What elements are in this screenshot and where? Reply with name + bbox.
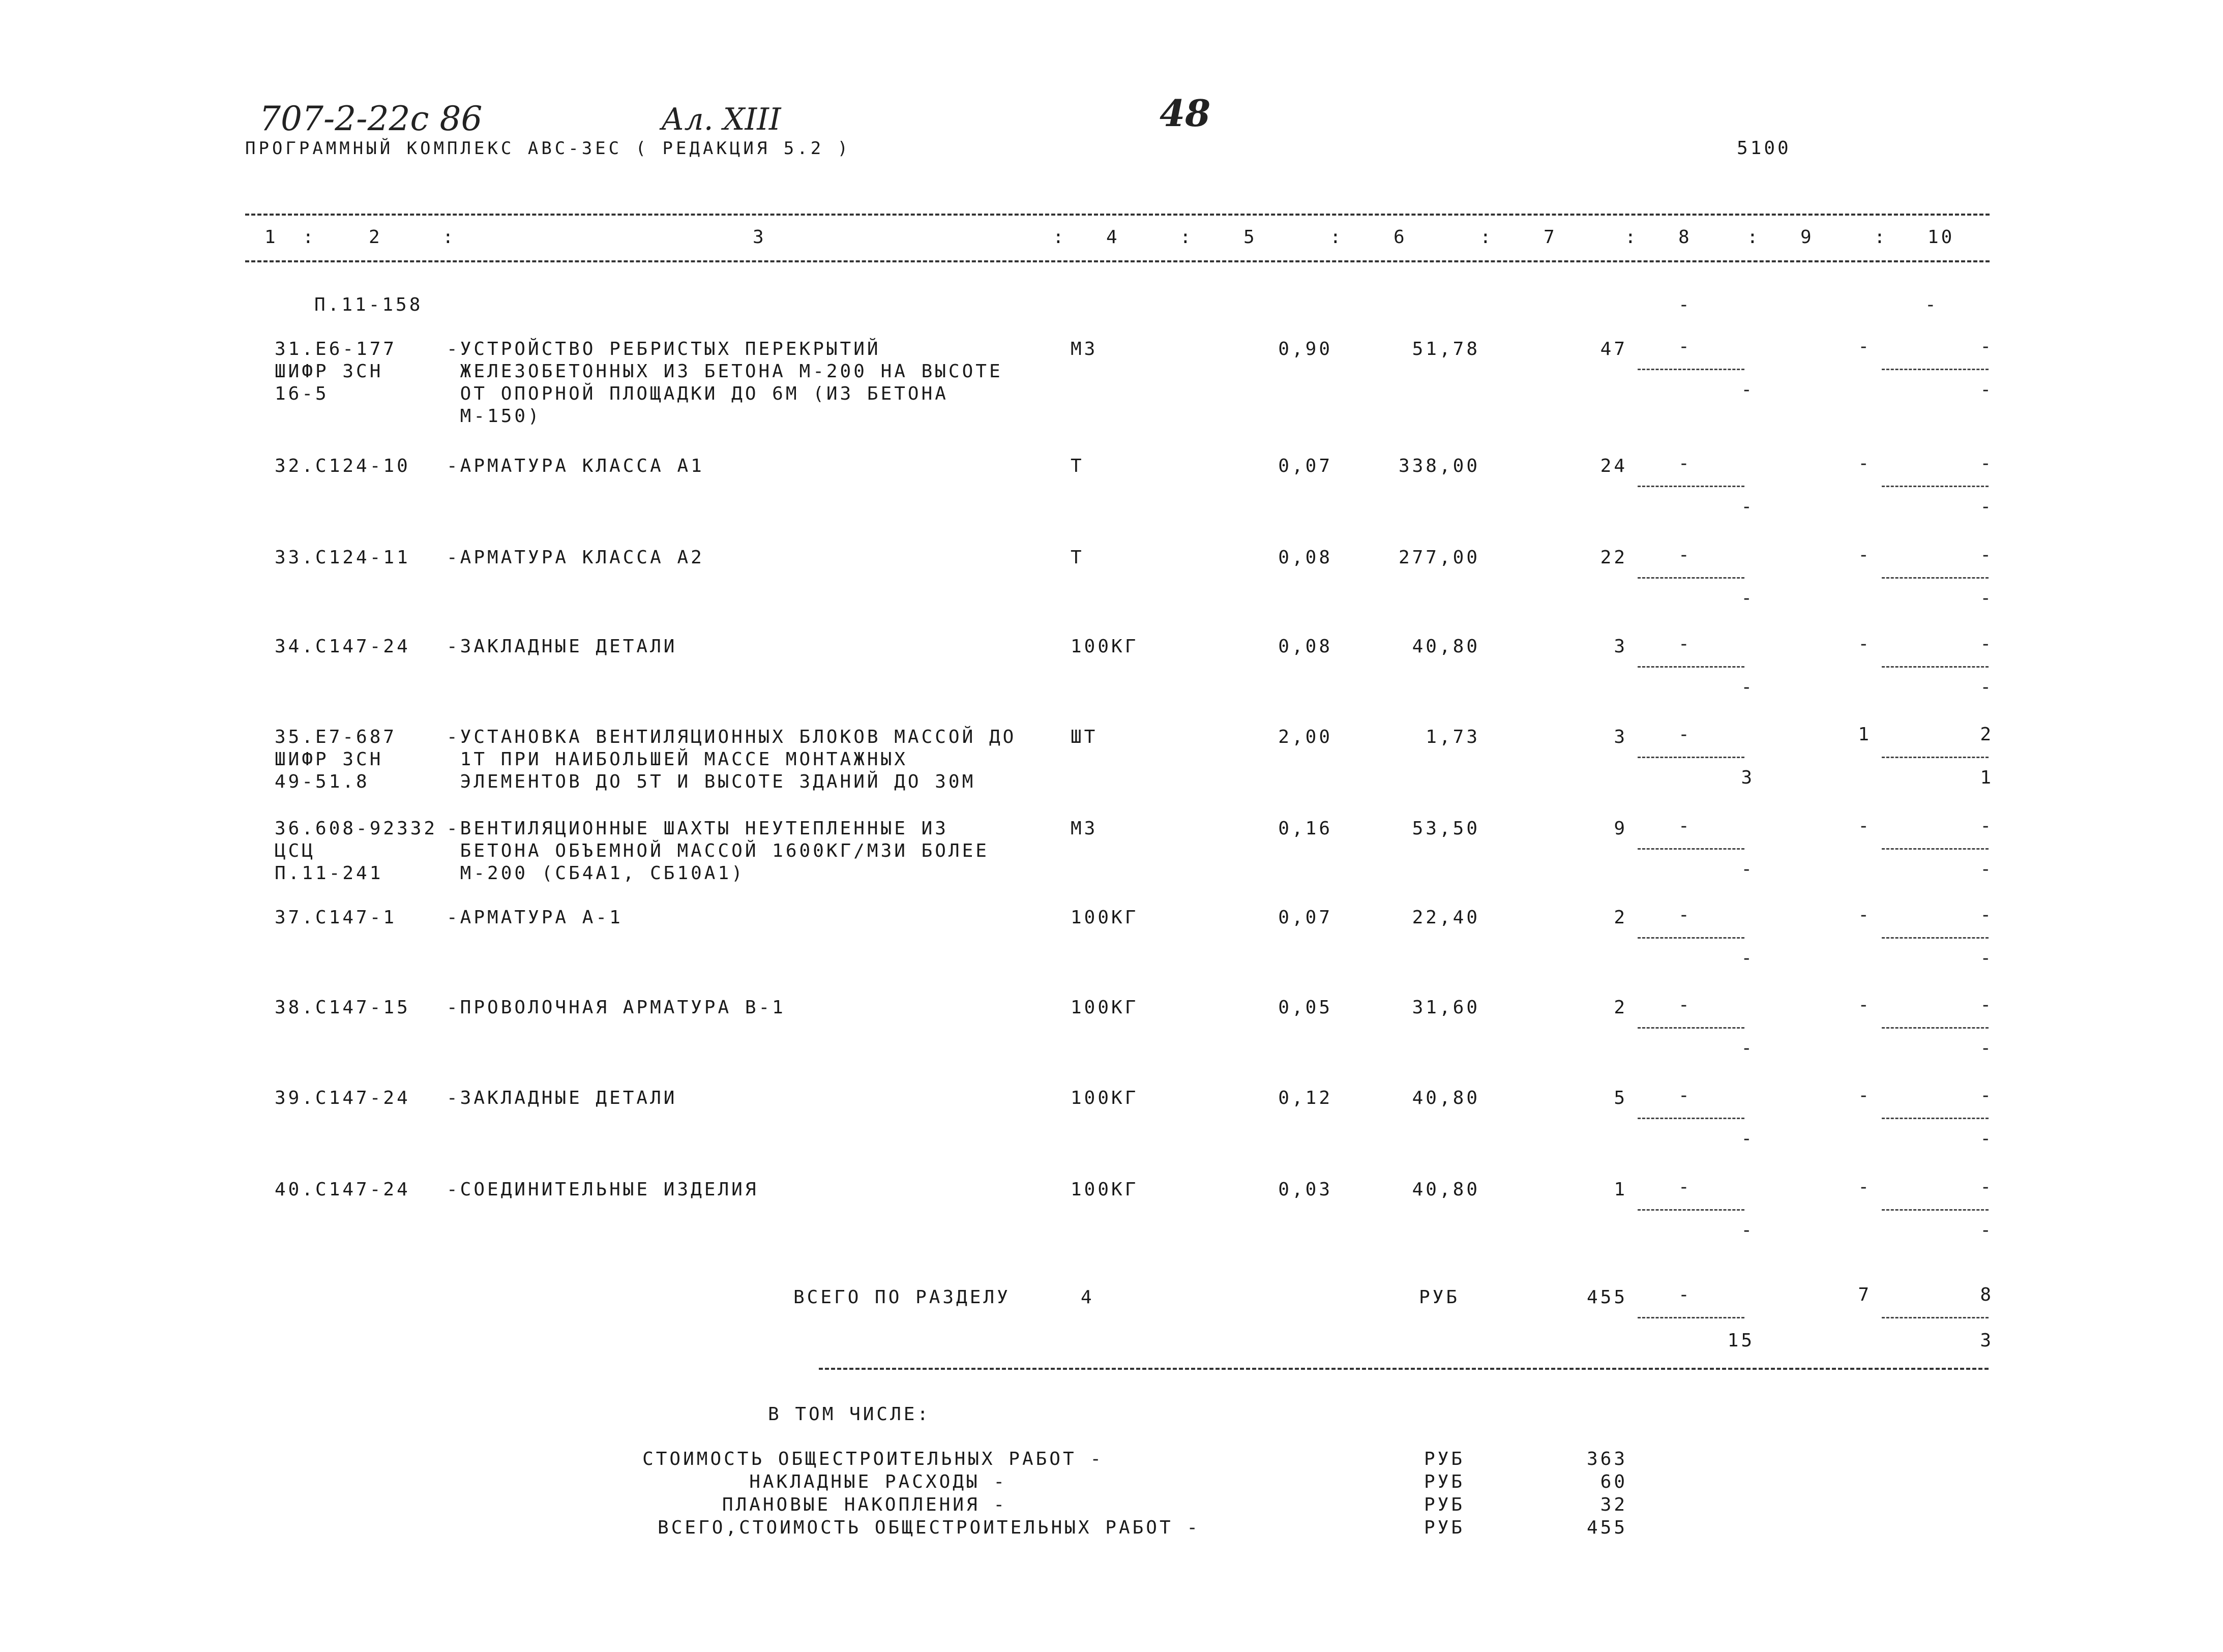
col-2: 2 bbox=[369, 227, 382, 248]
including-unit: РУБ bbox=[1424, 1449, 1465, 1469]
row-unit: Т bbox=[1071, 456, 1084, 476]
section-total-rule bbox=[819, 1368, 1989, 1370]
row-total: 24 bbox=[1600, 456, 1627, 476]
row-col8-top: - bbox=[1678, 1085, 1692, 1106]
row-col8-bottom: - bbox=[1741, 588, 1755, 609]
pre-row-col8: - bbox=[1678, 294, 1692, 315]
row-col8-bottom: 3 bbox=[1741, 767, 1755, 788]
col-sep: : bbox=[1747, 227, 1761, 248]
row-description: -УСТРОЙСТВО РЕБРИСТЫХ ПЕРЕКРЫТИЙ ЖЕЛЕЗОБЕТОННЫХ ИЗ БЕТОНА М-200 НА ВЫСОТЕ ОТ ОПОРНОЙ ПЛОЩАДКИ ДО 6М (ИЗ БЕТОНА М-150) bbox=[447, 339, 1003, 427]
row-description: -ЗАКЛАДНЫЕ ДЕТАЛИ bbox=[447, 1088, 677, 1108]
row-quantity: 0,12 bbox=[1278, 1088, 1332, 1108]
row-unit-price: 338,00 bbox=[1398, 456, 1480, 476]
row-col8-bottom: - bbox=[1741, 948, 1755, 969]
row-unit-price: 40,80 bbox=[1412, 1179, 1480, 1200]
row-description: -АРМАТУРА КЛАССА А1 bbox=[447, 456, 704, 476]
row-quantity: 0,03 bbox=[1278, 1179, 1332, 1200]
row-col9: - bbox=[1858, 634, 1872, 654]
row-unit-price: 31,60 bbox=[1412, 997, 1480, 1018]
section-total-col10-top: 8 bbox=[1980, 1284, 1994, 1305]
row-total: 22 bbox=[1600, 547, 1627, 568]
row-unit: М3 bbox=[1071, 818, 1098, 839]
row-col10-top: - bbox=[1980, 816, 1994, 836]
row-col9: - bbox=[1858, 1177, 1872, 1197]
row-description: -СОЕДИНИТЕЛЬНЫЕ ИЗДЕЛИЯ bbox=[447, 1179, 759, 1200]
section-total-unit: РУБ bbox=[1419, 1287, 1460, 1308]
row-total: 2 bbox=[1614, 907, 1627, 928]
row-col8-bottom: - bbox=[1741, 379, 1755, 400]
row-col10-top: - bbox=[1980, 336, 1994, 357]
section-total-col8-top: - bbox=[1678, 1284, 1692, 1305]
row-description: -УСТАНОВКА ВЕНТИЛЯЦИОННЫХ БЛОКОВ МАССОЙ ДО 1Т ПРИ НАИБОЛЬШЕЙ МАССЕ МОНТАЖНЫХ ЭЛЕМЕНТОВ ДО 5Т И ВЫСОТЕ ЗДАНИЙ ДО 30М bbox=[447, 727, 1017, 792]
row-col8-bottom: - bbox=[1741, 1038, 1755, 1059]
row-col10-bottom: - bbox=[1980, 379, 1994, 400]
col-10: 10 bbox=[1928, 227, 1955, 248]
row-code: 36.608-92332 ЦСЦ П.11-241 bbox=[275, 818, 438, 884]
row-col10-rule bbox=[1882, 1118, 1989, 1119]
section-total-col10-bottom: 3 bbox=[1980, 1330, 1994, 1351]
including-label: ВСЕГО,СТОИМОСТЬ ОБЩЕСТРОИТЕЛЬНЫХ РАБОТ - bbox=[658, 1517, 1200, 1538]
row-total: 3 bbox=[1614, 727, 1627, 747]
row-col10-top: - bbox=[1980, 634, 1994, 654]
section-total-count: 4 bbox=[1081, 1287, 1094, 1308]
row-total: 47 bbox=[1600, 339, 1627, 359]
row-col10-top: - bbox=[1980, 1085, 1994, 1106]
row-col8-rule bbox=[1638, 1209, 1744, 1211]
col-8: 8 bbox=[1678, 227, 1692, 248]
row-col8-top: - bbox=[1678, 336, 1692, 357]
row-quantity: 0,90 bbox=[1278, 339, 1332, 359]
row-description: -АРМАТУРА КЛАССА А2 bbox=[447, 547, 704, 568]
row-code: 32.С124-10 bbox=[275, 456, 410, 476]
col-sep: : bbox=[1480, 227, 1494, 248]
row-col10-bottom: - bbox=[1980, 496, 1994, 517]
row-col10-top: 2 bbox=[1980, 724, 1994, 745]
row-col10-bottom: - bbox=[1980, 859, 1994, 880]
row-col10-rule bbox=[1882, 1027, 1989, 1029]
col-1: 1 bbox=[264, 227, 278, 248]
row-col8-top: - bbox=[1678, 453, 1692, 474]
row-description: -АРМАТУРА А-1 bbox=[447, 907, 623, 928]
program-code: 5100 bbox=[1737, 138, 1791, 159]
col-5: 5 bbox=[1243, 227, 1257, 248]
row-description: -ПРОВОЛОЧНАЯ АРМАТУРА В-1 bbox=[447, 997, 786, 1018]
row-col10-top: - bbox=[1980, 995, 1994, 1015]
row-quantity: 0,16 bbox=[1278, 818, 1332, 839]
col-sep: : bbox=[303, 227, 316, 248]
row-col8-rule bbox=[1638, 369, 1744, 370]
row-unit-price: 1,73 bbox=[1426, 727, 1480, 747]
row-col10-bottom: 1 bbox=[1980, 767, 1994, 788]
row-unit: 100КГ bbox=[1071, 1179, 1139, 1200]
row-col10-bottom: - bbox=[1980, 1128, 1994, 1149]
row-unit: 100КГ bbox=[1071, 636, 1139, 657]
row-col9: - bbox=[1858, 453, 1872, 474]
col-sep: : bbox=[1874, 227, 1888, 248]
including-unit: РУБ bbox=[1424, 1494, 1465, 1515]
section-total-sum: 455 bbox=[1586, 1287, 1627, 1308]
page-number: 48 bbox=[1160, 92, 1211, 135]
col-sep: : bbox=[1053, 227, 1066, 248]
row-code: 34.С147-24 bbox=[275, 636, 410, 657]
row-unit-price: 277,00 bbox=[1398, 547, 1480, 568]
row-col8-rule bbox=[1638, 937, 1744, 939]
row-col9: - bbox=[1858, 1085, 1872, 1106]
header-rule-top bbox=[245, 214, 1990, 216]
row-col10-bottom: - bbox=[1980, 677, 1994, 698]
row-unit-price: 22,40 bbox=[1412, 907, 1480, 928]
row-total: 1 bbox=[1614, 1179, 1627, 1200]
row-col9: - bbox=[1858, 545, 1872, 565]
row-quantity: 0,07 bbox=[1278, 456, 1332, 476]
row-col10-bottom: - bbox=[1980, 1220, 1994, 1241]
col-sep: : bbox=[1330, 227, 1344, 248]
row-total: 2 bbox=[1614, 997, 1627, 1018]
row-description: -ВЕНТИЛЯЦИОННЫЕ ШАХТЫ НЕУТЕПЛЕННЫЕ ИЗ БЕТОНА ОБЪЕМНОЙ МАССОЙ 1600КГ/М3И БОЛЕЕ М-200 (СБ4А1, СБ10А1) bbox=[447, 818, 989, 884]
row-col10-rule bbox=[1882, 1209, 1989, 1211]
row-col8-rule bbox=[1638, 486, 1744, 487]
row-col8-top: - bbox=[1678, 816, 1692, 836]
row-unit: 100КГ bbox=[1071, 997, 1139, 1018]
row-col8-bottom: - bbox=[1741, 677, 1755, 698]
row-code: 35.Е7-687 ШИФР 3СН 49-51.8 bbox=[275, 727, 397, 792]
row-col10-rule bbox=[1882, 369, 1989, 370]
row-col8-rule bbox=[1638, 1118, 1744, 1119]
row-col10-bottom: - bbox=[1980, 588, 1994, 609]
col-sep: : bbox=[1625, 227, 1639, 248]
row-quantity: 0,07 bbox=[1278, 907, 1332, 928]
row-col8-rule bbox=[1638, 666, 1744, 668]
section-total-label: ВСЕГО ПО РАЗДЕЛУ bbox=[793, 1287, 1011, 1308]
section-total-col8-rule bbox=[1638, 1317, 1744, 1318]
row-col10-top: - bbox=[1980, 453, 1994, 474]
row-quantity: 0,08 bbox=[1278, 547, 1332, 568]
row-code: 33.С124-11 bbox=[275, 547, 410, 568]
row-col9: 1 bbox=[1858, 724, 1872, 745]
row-unit-price: 40,80 bbox=[1412, 636, 1480, 657]
including-value: 60 bbox=[1600, 1471, 1627, 1492]
row-unit: 100КГ bbox=[1071, 1088, 1139, 1108]
section-total-col8-bottom: 15 bbox=[1727, 1330, 1755, 1351]
row-col10-top: - bbox=[1980, 905, 1994, 925]
including-value: 32 bbox=[1600, 1494, 1627, 1515]
col-3: 3 bbox=[753, 227, 766, 248]
row-col8-top: - bbox=[1678, 724, 1692, 745]
row-unit: 100КГ bbox=[1071, 907, 1139, 928]
including-label: СТОИМОСТЬ ОБЩЕСТРОИТЕЛЬНЫХ РАБОТ - bbox=[642, 1449, 1104, 1469]
row-col8-top: - bbox=[1678, 634, 1692, 654]
row-col10-top: - bbox=[1980, 545, 1994, 565]
row-unit: ШТ bbox=[1071, 727, 1098, 747]
row-col9: - bbox=[1858, 995, 1872, 1015]
row-code: 37.С147-1 bbox=[275, 907, 397, 928]
row-total: 9 bbox=[1614, 818, 1627, 839]
including-value: 455 bbox=[1586, 1517, 1627, 1538]
row-col8-bottom: - bbox=[1741, 1128, 1755, 1149]
row-unit-price: 40,80 bbox=[1412, 1088, 1480, 1108]
sheet-label: Ал. XIII bbox=[661, 102, 781, 137]
row-unit-price: 51,78 bbox=[1412, 339, 1480, 359]
row-code: 38.С147-15 bbox=[275, 997, 410, 1018]
row-col10-rule bbox=[1882, 937, 1989, 939]
col-sep: : bbox=[1180, 227, 1194, 248]
row-col8-bottom: - bbox=[1741, 496, 1755, 517]
including-unit: РУБ bbox=[1424, 1471, 1465, 1492]
col-4: 4 bbox=[1106, 227, 1120, 248]
including-label: НАКЛАДНЫЕ РАСХОДЫ - bbox=[749, 1471, 1007, 1492]
including-heading: В ТОМ ЧИСЛЕ: bbox=[768, 1404, 931, 1425]
pre-row-ref: П.11-158 bbox=[314, 294, 423, 315]
row-col8-rule bbox=[1638, 848, 1744, 850]
row-code: 39.С147-24 bbox=[275, 1088, 410, 1108]
row-col8-bottom: - bbox=[1741, 1220, 1755, 1241]
row-quantity: 0,08 bbox=[1278, 636, 1332, 657]
col-6: 6 bbox=[1394, 227, 1407, 248]
row-col9: - bbox=[1858, 816, 1872, 836]
row-col8-rule bbox=[1638, 577, 1744, 579]
row-col10-rule bbox=[1882, 666, 1989, 668]
row-col8-top: - bbox=[1678, 1177, 1692, 1197]
row-unit-price: 53,50 bbox=[1412, 818, 1480, 839]
row-col9: - bbox=[1858, 336, 1872, 357]
including-label: ПЛАНОВЫЕ НАКОПЛЕНИЯ - bbox=[722, 1494, 1007, 1515]
row-col10-rule bbox=[1882, 486, 1989, 487]
row-col8-top: - bbox=[1678, 905, 1692, 925]
row-col10-top: - bbox=[1980, 1177, 1994, 1197]
doc-code: 707-2-22с 86 bbox=[259, 99, 483, 138]
program-title: ПРОГРАММНЫЙ КОМПЛЕКС АВС-3ЕС ( РЕДАКЦИЯ 5.2 ) bbox=[245, 138, 851, 159]
row-col8-rule bbox=[1638, 1027, 1744, 1029]
including-value: 363 bbox=[1586, 1449, 1627, 1469]
row-total: 5 bbox=[1614, 1088, 1627, 1108]
header-rule-bottom bbox=[245, 260, 1990, 262]
row-col9: - bbox=[1858, 905, 1872, 925]
row-code: 40.С147-24 bbox=[275, 1179, 410, 1200]
row-unit: М3 bbox=[1071, 339, 1098, 359]
row-col10-rule bbox=[1882, 757, 1989, 758]
row-quantity: 2,00 bbox=[1278, 727, 1332, 747]
row-col8-rule bbox=[1638, 757, 1744, 758]
pre-row-col10: - bbox=[1925, 294, 1939, 315]
row-col10-bottom: - bbox=[1980, 1038, 1994, 1059]
row-col10-bottom: - bbox=[1980, 948, 1994, 969]
row-col8-bottom: - bbox=[1741, 859, 1755, 880]
including-unit: РУБ bbox=[1424, 1517, 1465, 1538]
row-total: 3 bbox=[1614, 636, 1627, 657]
row-col8-top: - bbox=[1678, 995, 1692, 1015]
section-total-col10-rule bbox=[1882, 1317, 1989, 1318]
row-col10-rule bbox=[1882, 848, 1989, 850]
row-description: -ЗАКЛАДНЫЕ ДЕТАЛИ bbox=[447, 636, 677, 657]
row-col8-top: - bbox=[1678, 545, 1692, 565]
row-quantity: 0,05 bbox=[1278, 997, 1332, 1018]
col-sep: : bbox=[442, 227, 456, 248]
col-9: 9 bbox=[1800, 227, 1814, 248]
row-unit: Т bbox=[1071, 547, 1084, 568]
row-code: 31.Е6-177 ШИФР 3СН 16-5 bbox=[275, 339, 397, 404]
col-7: 7 bbox=[1544, 227, 1557, 248]
row-col10-rule bbox=[1882, 577, 1989, 579]
section-total-col9: 7 bbox=[1858, 1284, 1872, 1305]
